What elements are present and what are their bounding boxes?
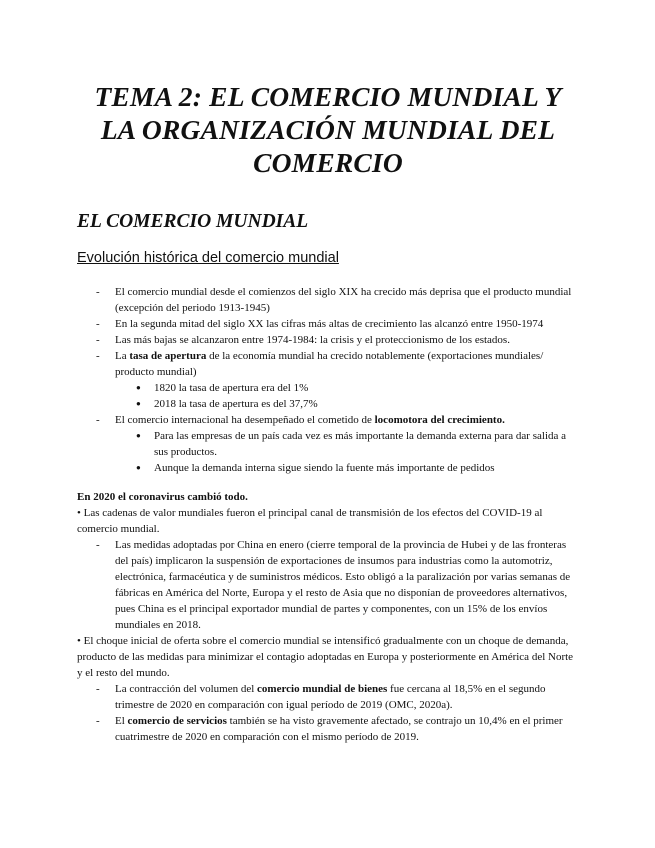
list-item-text: El comercio mundial desde el comienzos del siglo XIX ha crecido más deprisa que el producto mundial (excepción del periodo 1913-1945) [115, 286, 572, 314]
history-list-cont [77, 412, 579, 428]
china-list [77, 537, 579, 633]
list-item [77, 681, 579, 713]
covid-heading-text: En 2020 el coronavirus cambió todo. [77, 491, 248, 503]
sublist-item [77, 396, 579, 412]
list-item [77, 348, 579, 380]
sublist-item-text: Aunque la demanda interna sigue siendo la fuente más importante de pedidos [154, 462, 495, 474]
page-title [77, 0, 579, 179]
sublist-item [77, 428, 579, 460]
sublist-item-text: Para las empresas de un país cada vez es más importante la demanda externa para dar salida a sus productos. [154, 430, 567, 458]
list-item-bold: comercio mundial de bienes [257, 683, 388, 695]
paragraph: • El choque inicial de oferta sobre el comercio mundial se intensificó gradualmente con un choque de demanda, producto de las medidas para minimizar el contagio adoptadas en Europa y posteriormente en América del Norte y el resto del mundo. [77, 635, 574, 679]
section-title: EL COMERCIO MUNDIAL [77, 211, 309, 232]
contraction-list [77, 681, 579, 745]
paragraph: • Las cadenas de valor mundiales fueron el principal canal de transmisión de los efectos del COVID-19 al comercio mundial. [77, 507, 543, 535]
list-item-text: también se ha visto gravemente afectado, se contrajo un 10,4% en el primer cuatrimestre de 2020 en comparación con el mismo período de 2019. [115, 715, 563, 743]
sublist-item-text: 1820 la tasa de apertura era del 1% [154, 382, 309, 394]
list-item [77, 713, 579, 745]
history-list [77, 284, 579, 380]
list-item [77, 332, 579, 348]
list-item [77, 537, 579, 633]
list-item-text: Las medidas adoptadas por China en enero (cierre temporal de la provincia de Hubei y de las fronteras del país) implicaron la suspensión de exportaciones de insumos para industrias como la automotriz, electrónica, farmacéutica y de suministros médicos. Esto obligó a la paralización por varias semanas de fábricas en América del Norte, Europa y el resto de Asia que no disponían de proveedores alternativos, pues China es el principal exportador mundial de partes y componentes, con un 15% de los envíos mundiales en 2018. [115, 539, 571, 631]
list-item-text: La contracción del volumen del [115, 683, 258, 695]
sublist-item-text: 2018 la tasa de apertura es del 37,7% [154, 398, 318, 410]
growth-sublist [77, 428, 579, 476]
list-item-text: El [115, 715, 128, 727]
covid-heading [77, 489, 579, 505]
list-item-text: En la segunda mitad del siglo XX las cifras más altas de crecimiento las alcanzó entre 1950-1974 [115, 318, 544, 330]
sublist-item [77, 460, 579, 476]
subsection-title: Evolución histórica del comercio mundial [77, 250, 339, 266]
title-line-2: LA ORGANIZACIÓN MUNDIAL DEL [100, 114, 556, 145]
list-item [77, 284, 579, 316]
openness-sublist [77, 380, 579, 412]
document-body [77, 284, 579, 745]
list-item-text: El comercio internacional ha desempeñado el cometido de [115, 414, 375, 426]
list-item-text: fue cercana al 18,5% en el segundo trimestre de 2020 en comparación con igual período de 2019 (OMC, 2020a). [115, 683, 546, 711]
title-line-1: TEMA 2: EL COMERCIO MUNDIAL Y [94, 81, 562, 112]
sublist-item [77, 380, 579, 396]
list-item [77, 412, 579, 428]
list-item-text: Las más bajas se alcanzaron entre 1974-1984: la crisis y el proteccionismo de los estados. [115, 334, 510, 346]
list-item-text: La [115, 350, 130, 362]
list-item-text: de la economía mundial ha crecido notablemente (exportaciones mundiales/ producto mundial) [115, 350, 544, 378]
list-item [77, 316, 579, 332]
title-line-3: COMERCIO [253, 147, 403, 178]
list-item-bold: locomotora del crecimiento. [374, 414, 505, 426]
list-item-bold: comercio de servicios [127, 715, 227, 727]
list-item-bold: tasa de apertura [129, 350, 207, 362]
